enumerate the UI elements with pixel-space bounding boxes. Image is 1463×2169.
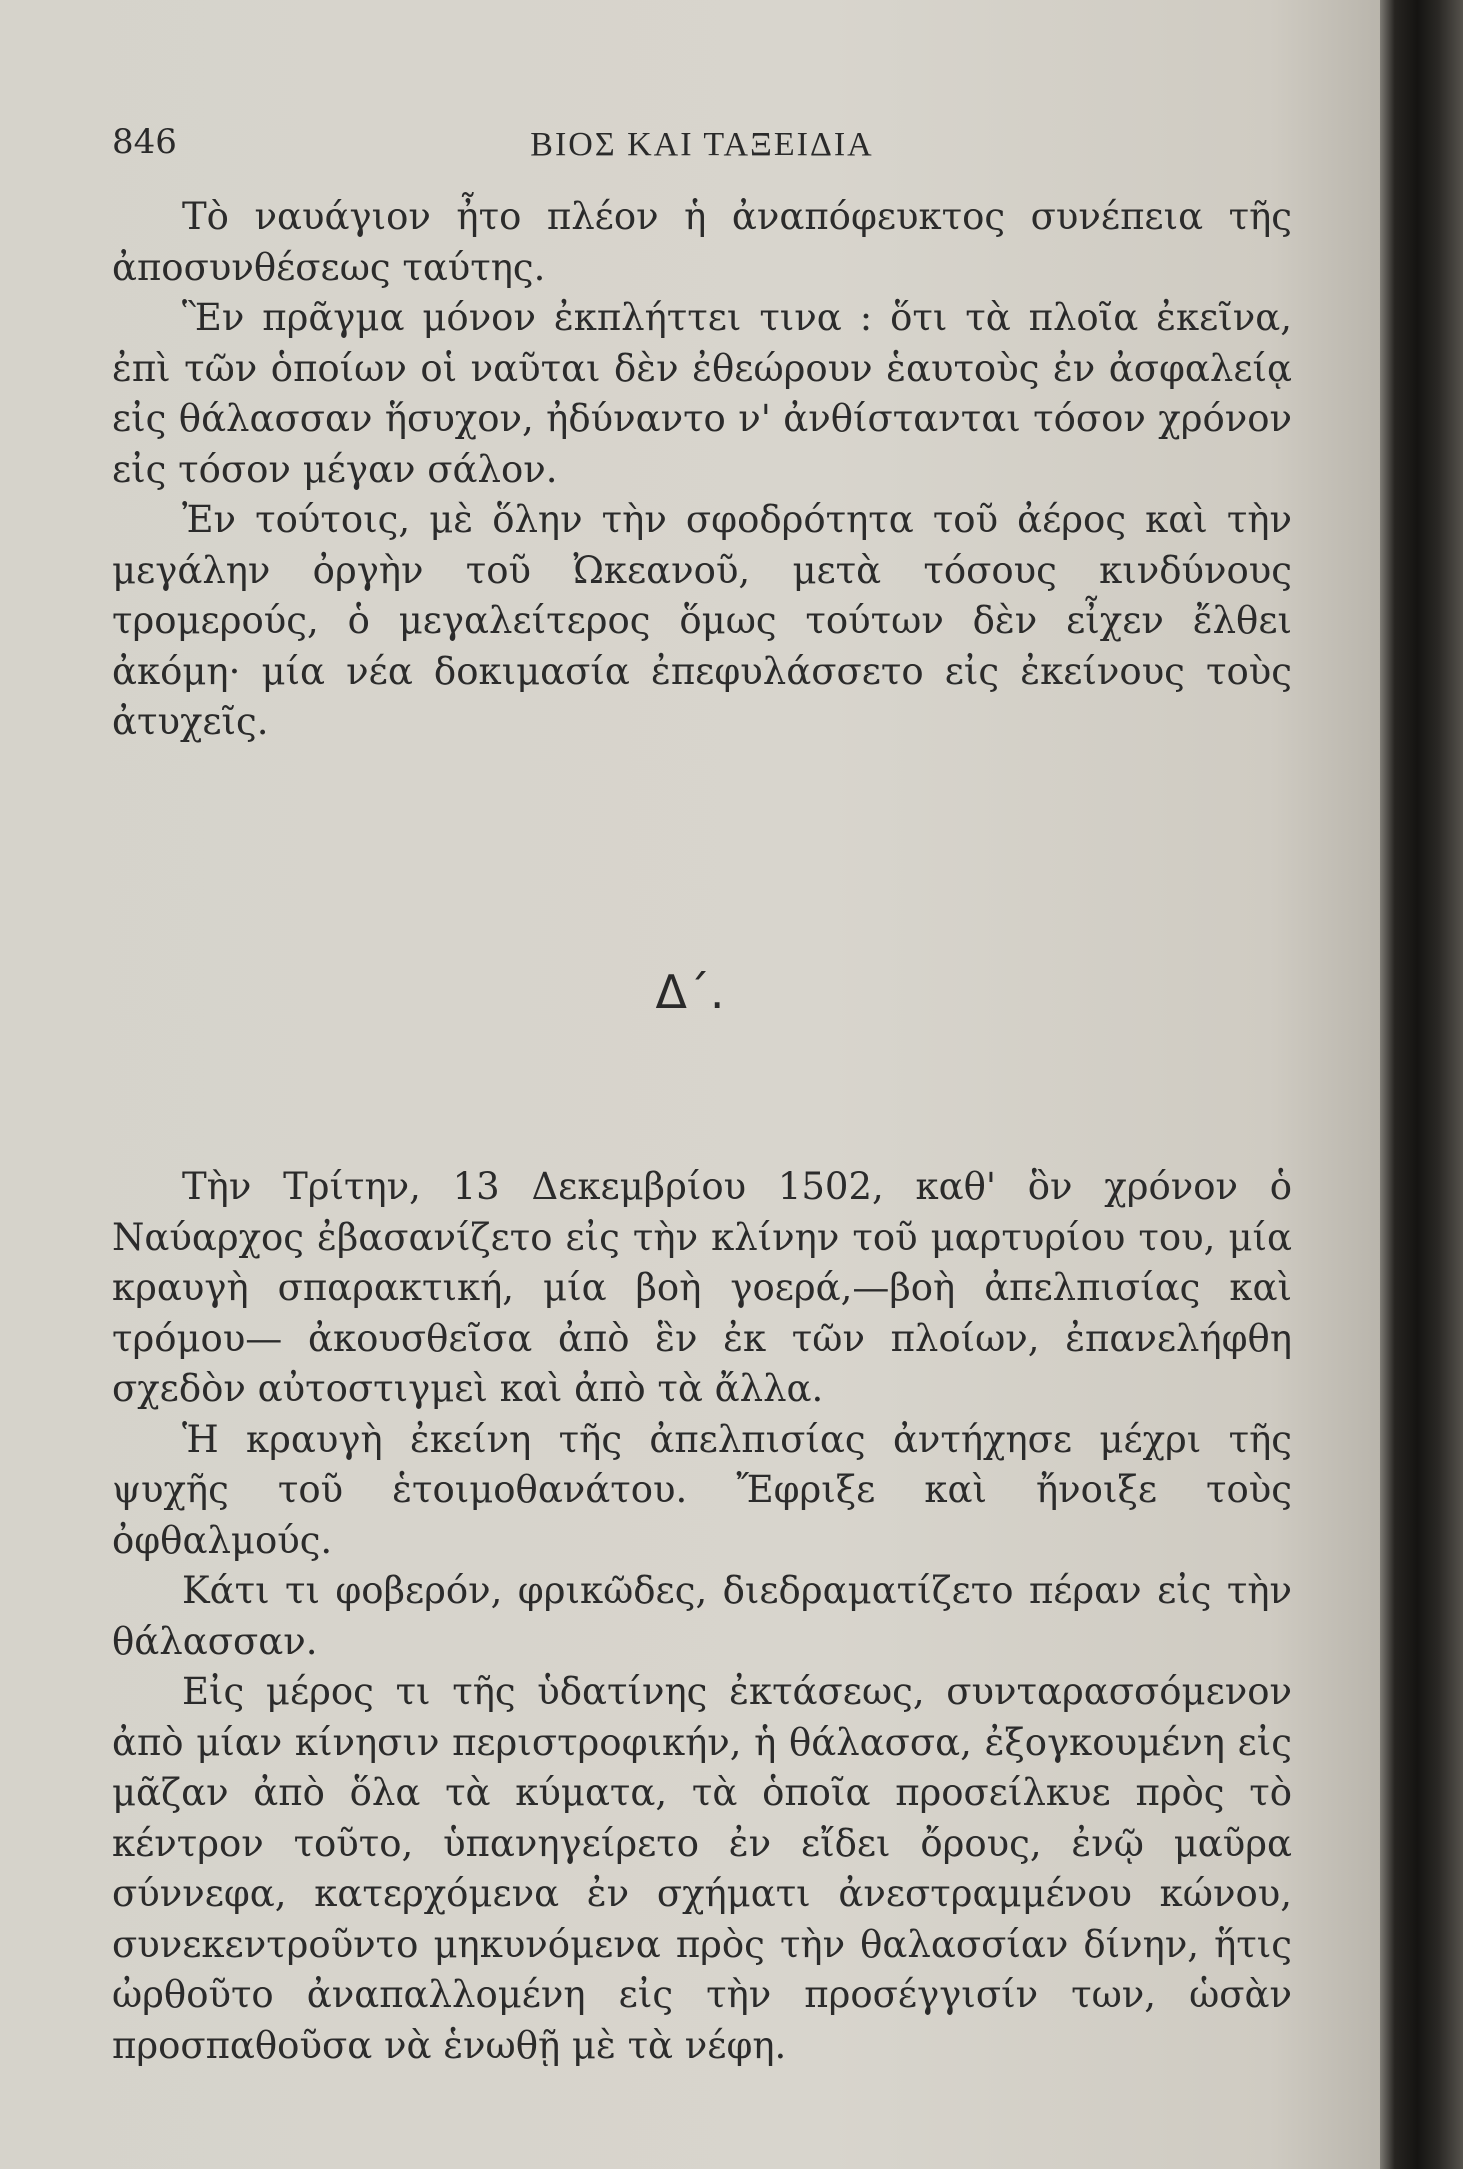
paragraph: Ἓν πρᾶγμα μόνον ἐκπλήττει τινα : ὅτι τὰ πλοῖα ἐκεῖνα, ἐπὶ τῶν ὁποίων οἱ ναῦται δὲν ἐθεώρουν ἑαυτοὺς ἐν ἀσφαλείᾳ εἰς θάλασσαν ἥσυχον, ἠδύναντο ν' ἀνθίστανται τόσον χρόνον εἰς τόσον μέγαν σάλον.: [112, 296, 1292, 491]
paragraph: Κάτι τι φοβερόν, φρικῶδες, διεδραματίζετο πέραν εἰς τὴν θάλασσαν.: [112, 1569, 1292, 1663]
paragraph: Τὴν Τρίτην, 13 Δεκεμβρίου 1502, καθ' ὃν χρόνον ὁ Ναύαρχος ἐβασανίζετο εἰς τὴν κλίνην τοῦ μαρτυρίου του, μία κραυγὴ σπαρακτική, μία βοὴ γοερά,—βοὴ ἀπελπισίας καὶ τρόμου— ἀκουσθεῖσα ἀπὸ ἓν ἐκ τῶν πλοίων, ἐπανελήφθη σχεδὸν αὐτοστιγμεὶ καὶ ἀπὸ τὰ ἄλλα.: [112, 1165, 1292, 1410]
page-number: 846: [112, 122, 177, 162]
section-heading: Δ΄.: [655, 965, 725, 1019]
paragraph: Ἡ κραυγὴ ἐκείνη τῆς ἀπελπισίας ἀντήχησε μέχρι τῆς ψυχῆς τοῦ ἑτοιμοθανάτου. Ἔφριξε καὶ ἤνοιξε τοὺς ὀφθαλμούς.: [112, 1417, 1292, 1562]
text-block-after: [112, 1162, 1292, 2071]
text-block-before: [112, 192, 1292, 748]
book-spine-shadow: [1380, 0, 1463, 2169]
paragraph: Ἐν τούτοις, μὲ ὅλην τὴν σφοδρότητα τοῦ ἀέρος καὶ τὴν μεγάλην ὀργὴν τοῦ Ὠκεανοῦ, μετὰ τόσους κινδύνους τρομερούς, ὁ μεγαλείτερος ὅμως τούτων δὲν εἶχεν ἔλθει ἀκόμη· μία νέα δοκιμασία ἐπεφυλάσσετο εἰς ἐκείνους τοὺς ἀτυχεῖς.: [112, 498, 1292, 743]
running-title: ΒΙΟΣ ΚΑΙ ΤΑΞΕΙΔΙΑ: [530, 126, 874, 163]
paragraph: Εἰς μέρος τι τῆς ὑδατίνης ἐκτάσεως, συνταρασσόμενον ἀπὸ μίαν κίνησιν περιστροφικήν, ἡ θάλασσα, ἐξογκουμένη εἰς μᾶζαν ἀπὸ ὅλα τὰ κύματα, τὰ ὁποῖα προσείλκυε πρὸς τὸ κέντρον τοῦτο, ὑπανηγείρετο ἐν εἴδει ὄρους, ἐνῷ μαῦρα σύννεφα, κατερχόμενα ἐν σχήματι ἀνεστραμμένου κώνου, συνεκεντροῦντο μηκυνόμενα πρὸς τὴν θαλασσίαν δίνην, ἥτις ὠρθοῦτο ἀναπαλλομένη εἰς τὴν προσέγγισίν των, ὡσὰν προσπαθοῦσα νὰ ἑνωθῇ μὲ τὰ νέφη.: [112, 1670, 1292, 2067]
paragraph: Τὸ ναυάγιον ἦτο πλέον ἡ ἀναπόφευκτος συνέπεια τῆς ἀποσυνθέσεως ταύτης.: [112, 195, 1292, 289]
page-header: [112, 122, 1292, 182]
